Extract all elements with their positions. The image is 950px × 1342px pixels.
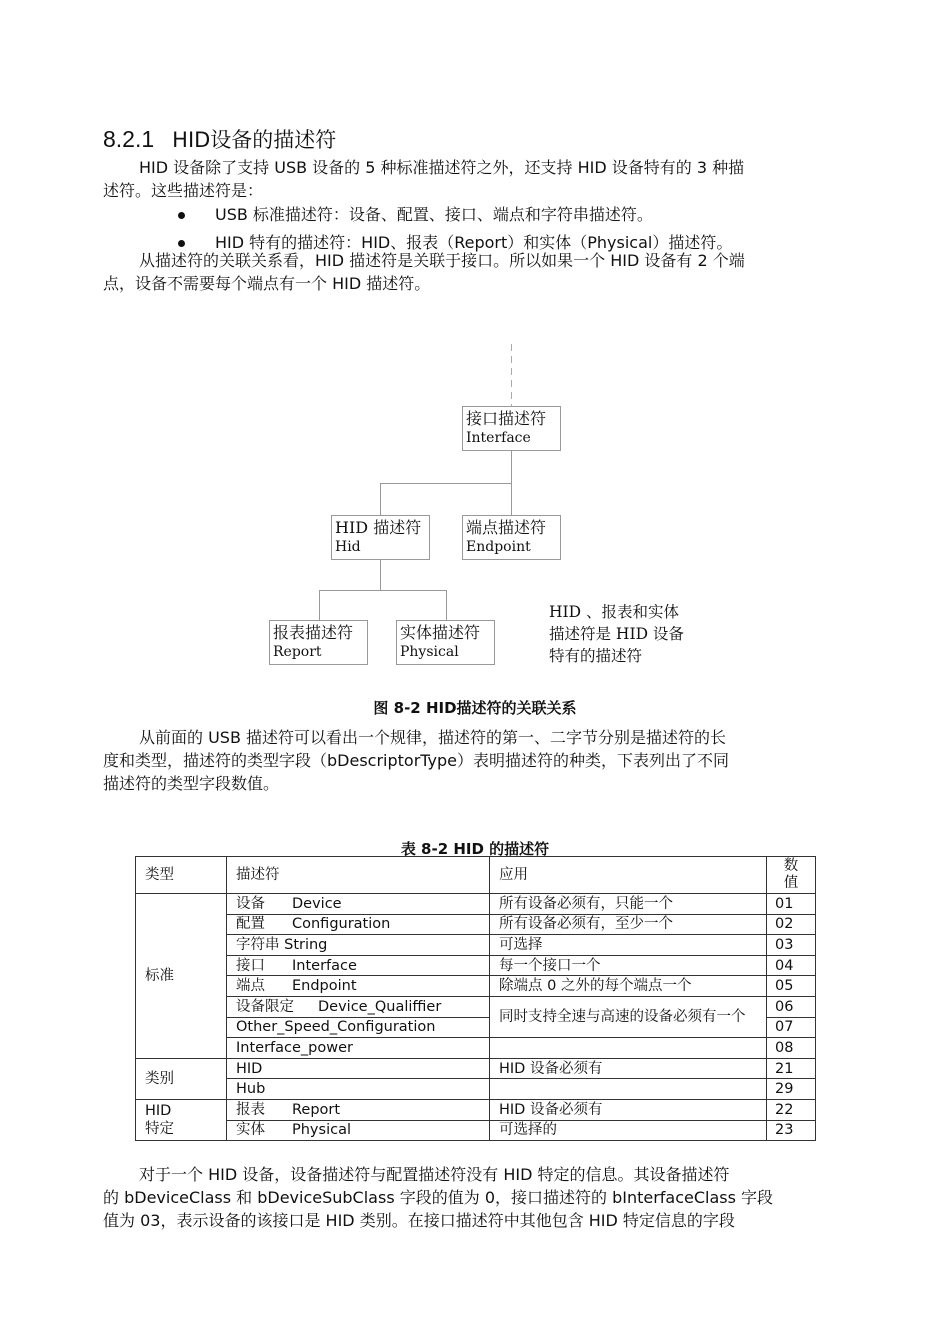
interface-descriptor-box [462,406,561,451]
descriptor-en: Interface [292,957,357,974]
value-cell: 06 [767,996,816,1017]
hid-descriptor-table [135,856,816,1141]
value-cell: 08 [767,1038,816,1059]
descriptor-zh: 报表 [236,1101,265,1118]
type-line-1: 从前面的 USB 描述符可以看出一个规律，描述符的第一、二字节分别是描述符的长 [139,728,727,747]
closing-line-2: 的 bDeviceClass 和 bDeviceSubClass 字段的值为 0，接口描述符的 bInterfaceClass 字段 [103,1188,774,1207]
table-row [136,935,816,956]
hid-box-zh: HID 描述符 [335,518,422,537]
descriptor-en: Endpoint [292,978,357,995]
application-cell: 除端点 0 之外的每个端点一个 [490,976,767,997]
application-cell: HID 设备必须有 [490,1058,767,1079]
physical-descriptor-box [396,620,495,665]
table-row [136,894,816,915]
bullet-text: USB 标准描述符：设备、配置、接口、端点和字符串描述符。 [215,205,653,224]
descriptor-cell: Interface_power [227,1038,490,1059]
bullet-item [178,201,732,229]
descriptor-zh: 字符串 [236,936,280,953]
descriptor-cell: HID [227,1058,490,1079]
type-line-2: 度和类型，描述符的类型字段（bDescriptorType）表明描述符的种类，下表列出了不同 [103,751,730,770]
relation-paragraph [103,249,849,295]
table-caption: 表 8-2 HID 的描述符 [400,840,550,858]
header-type: 类型 [136,857,227,894]
group-hid-specific-line: HID [145,1103,172,1120]
endpoint-box-zh: 端点描述符 [466,518,547,537]
group-hid-specific [136,1099,227,1140]
descriptor-cell [227,894,490,915]
value-cell: 29 [767,1079,816,1100]
application-cell: HID 设备必须有 [490,1099,767,1120]
hid-box-en: Hid [335,539,361,555]
intro-line-2: 述符。这些描述符是： [103,181,264,200]
descriptor-zh: 设备 [236,895,265,912]
descriptor-cell [227,1099,490,1120]
descriptor-en: String [284,936,328,953]
table-row [136,1058,816,1079]
section-title: HID设备的描述符 [172,128,337,152]
table-row [136,955,816,976]
intro-paragraph [103,156,849,202]
header-value [767,857,816,894]
table-row [136,1099,816,1120]
figure-caption: 图 8-2 HID描述符的关联关系 [373,699,577,717]
application-cell: 所有设备必须有，只能一个 [490,894,767,915]
report-descriptor-box [269,620,368,665]
table-row [136,996,816,1017]
application-cell: 可选择的 [490,1120,767,1141]
table-row [136,1079,816,1100]
descriptor-zh: 设备限定 [236,998,294,1015]
header-value-line: 值 [783,875,799,891]
physical-box-en: Physical [400,644,459,660]
bullet-text: HID 特有的描述符：HID、报表（Report）和实体（Physical）描述符。 [215,233,733,252]
group-standard: 标准 [136,894,227,1059]
value-cell: 01 [767,894,816,915]
physical-box-zh: 实体描述符 [400,623,481,642]
value-cell: 02 [767,914,816,935]
value-cell: 07 [767,1017,816,1038]
descriptor-en: Report [292,1101,341,1118]
value-cell: 21 [767,1058,816,1079]
descriptor-en: Device_Qualiffier [318,998,442,1015]
interface-box-en: Interface [466,430,531,446]
interface-box-zh: 接口描述符 [466,409,547,428]
descriptor-zh: 接口 [236,957,265,974]
descriptor-cell [227,935,490,956]
endpoint-box-en: Endpoint [466,539,531,555]
descriptor-en: Device [292,895,342,912]
diagram-note-line: 描述符是 HID 设备 [549,625,684,643]
descriptor-cell [227,996,490,1017]
descriptor-cell [227,976,490,997]
hid-descriptor-box [331,515,430,560]
value-cell: 23 [767,1120,816,1141]
descriptor-cell [227,955,490,976]
value-cell: 04 [767,955,816,976]
descriptor-cell [227,1120,490,1141]
relation-line-1: 从描述符的关联关系看，HID 描述符是关联于接口。所以如果一个 HID 设备有 2 个端 [139,251,745,270]
application-cell [490,1079,767,1100]
descriptor-cell [227,914,490,935]
application-cell: 所有设备必须有，至少一个 [490,914,767,935]
report-box-zh: 报表描述符 [273,623,354,642]
relation-line-2: 点，设备不需要每个端点有一个 HID 描述符。 [103,274,431,293]
diagram-note-line: 特有的描述符 [549,647,643,665]
type-line-3: 描述符的类型字段数值。 [103,774,280,793]
section-heading [103,124,336,155]
application-cell [490,1038,767,1059]
bullet-dot-icon [178,240,185,247]
group-class: 类别 [136,1058,227,1099]
bullet-dot-icon [178,212,185,219]
application-cell: 可选择 [490,935,767,956]
table-row [136,1038,816,1059]
header-application: 应用 [490,857,767,894]
value-cell: 05 [767,976,816,997]
descriptor-zh: 配置 [236,916,265,933]
diagram-note-line: HID 、报表和实体 [549,603,679,621]
descriptor-cell: Other_Speed_Configuration [227,1017,490,1038]
endpoint-descriptor-box [462,515,561,560]
application-cell: 每一个接口一个 [490,955,767,976]
closing-line-1: 对于一个 HID 设备，设备描述符与配置描述符没有 HID 特定的信息。其设备描述符 [139,1165,730,1184]
descriptor-en: Physical [292,1122,351,1139]
descriptor-cell: Hub [227,1079,490,1100]
section-number: 8.2.1 [103,126,155,152]
value-cell: 03 [767,935,816,956]
application-cell: 同时支持全速与高速的设备必须有一个 [490,996,767,1037]
table-row [136,1120,816,1141]
group-hid-specific-line: 特定 [145,1121,174,1138]
value-cell: 22 [767,1099,816,1120]
report-box-en: Report [273,644,322,660]
descriptor-zh: 实体 [236,1122,265,1139]
intro-line-1: HID 设备除了支持 USB 设备的 5 种标准描述符之外，还支持 HID 设备特有的 3 种描 [139,158,745,177]
descriptor-en: Configuration [292,916,391,933]
closing-paragraph [103,1163,849,1232]
table-row [136,914,816,935]
header-value-line: 数 [783,858,799,874]
type-field-paragraph [103,726,849,795]
table-row [136,976,816,997]
header-descriptor: 描述符 [227,857,490,894]
diagram-note [549,601,684,667]
table-header-row [136,857,816,894]
descriptor-zh: 端点 [236,978,265,995]
closing-line-3: 值为 03，表示设备的该接口是 HID 类别。在接口描述符中其他包含 HID 特定信息的字段 [103,1211,735,1230]
